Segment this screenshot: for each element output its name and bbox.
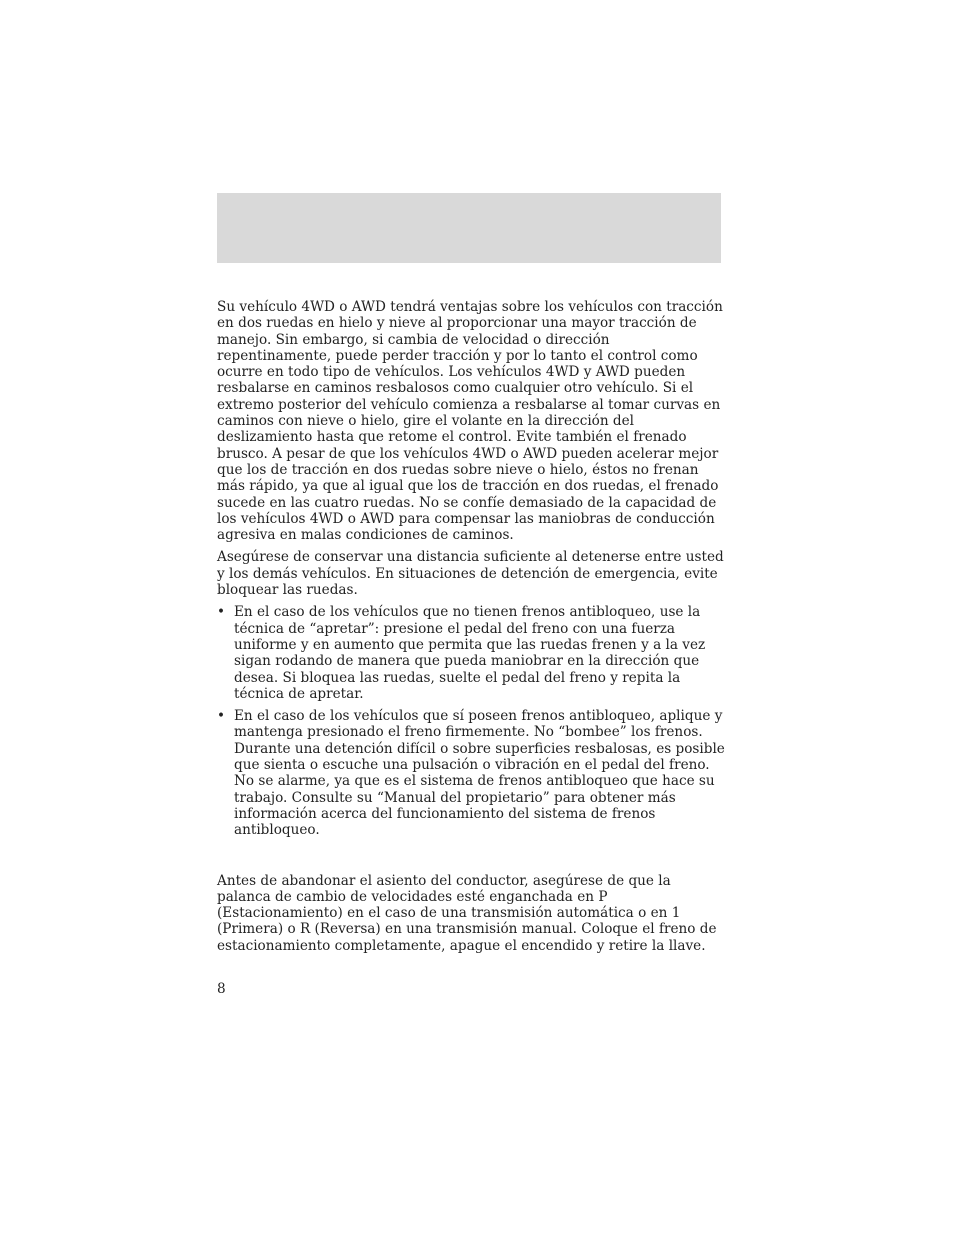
- page-number: 8: [217, 981, 226, 997]
- paragraph-stopping-distance: Asegúrese de conservar una distancia suficiente al detenerse entre usted y los demás vehículos. En situaciones de detención de emergencia, evite bloquear las ruedas.: [217, 549, 724, 599]
- paragraph-parking: Antes de abandonar el asiento del conductor, asegúrese de que la palanca de cambio de velocidades esté enganchada en P (Estacionamiento) en el caso de una transmisión automática o en 1 (Primera) o R (Reversa) en una transmisión manual. Coloque el freno de estacionamiento completamente, apague el encendido y retire la llave.: [217, 872, 717, 954]
- braking-bullet-list: [217, 604, 727, 838]
- list-item: [217, 708, 727, 838]
- bullet-icon: •: [217, 604, 226, 621]
- paragraph-4wd-awd-traction: Su vehículo 4WD o AWD tendrá ventajas sobre los vehículos con tracción en dos ruedas en hielo y nieve al proporcionar una mayor tracción de manejo. Sin embargo, si cambia de velocidad o dirección repentinamente, puede perder tracción y por lo tanto el control como ocurre en todo tipo de vehículos. Los vehículos 4WD y AWD pueden resbalarse en caminos resbalosos como cualquier otro vehículo. Si el extremo posterior del vehículo comienza a resbalarse al tomar curvas en caminos con nieve o hielo, gire el volante en la dirección del deslizamiento hasta que retome el control. Evite también el frenado brusco. A pesar de que los vehículos 4WD o AWD pueden acelerar mejor que los de tracción en dos ruedas sobre nieve o hielo, éstos no frenan más rápido, ya que al igual que los de tracción en dos ruedas, el frenado sucede en las cuatro ruedas. No se confíe demasiado de la capacidad de los vehículos 4WD o AWD para compensar las maniobras de conducción agresiva en malas condiciones de caminos.: [217, 299, 723, 544]
- page-content: [217, 299, 727, 954]
- bullet-text-with-abs: En el caso de los vehículos que sí poseen frenos antibloqueo, aplique y mantenga presionado el freno firmemente. No “bombee” los frenos. Durante una detención difícil o sobre superficies resbalosas, es posible que sienta o escuche una pulsación o vibración en el pedal del freno. No se alarme, ya que es el sistema de frenos antibloqueo que hace su trabajo. Consulte su “Manual del propietario” para obtener más información acerca del funcionamiento del sistema de frenos antibloqueo.: [234, 708, 725, 839]
- header-band: [217, 193, 721, 263]
- list-item: [217, 604, 727, 702]
- bullet-icon: •: [217, 708, 226, 725]
- bullet-text-no-abs: En el caso de los vehículos que no tienen frenos antibloqueo, use la técnica de “apretar”: presione el pedal del freno con una fuerza uniforme y en aumento que permita que las ruedas frenen y a la vez sigan rodando de manera que pueda maniobrar en la dirección que desea. Si bloquea las ruedas, suelte el pedal del freno y repita la técnica de apretar.: [234, 604, 706, 702]
